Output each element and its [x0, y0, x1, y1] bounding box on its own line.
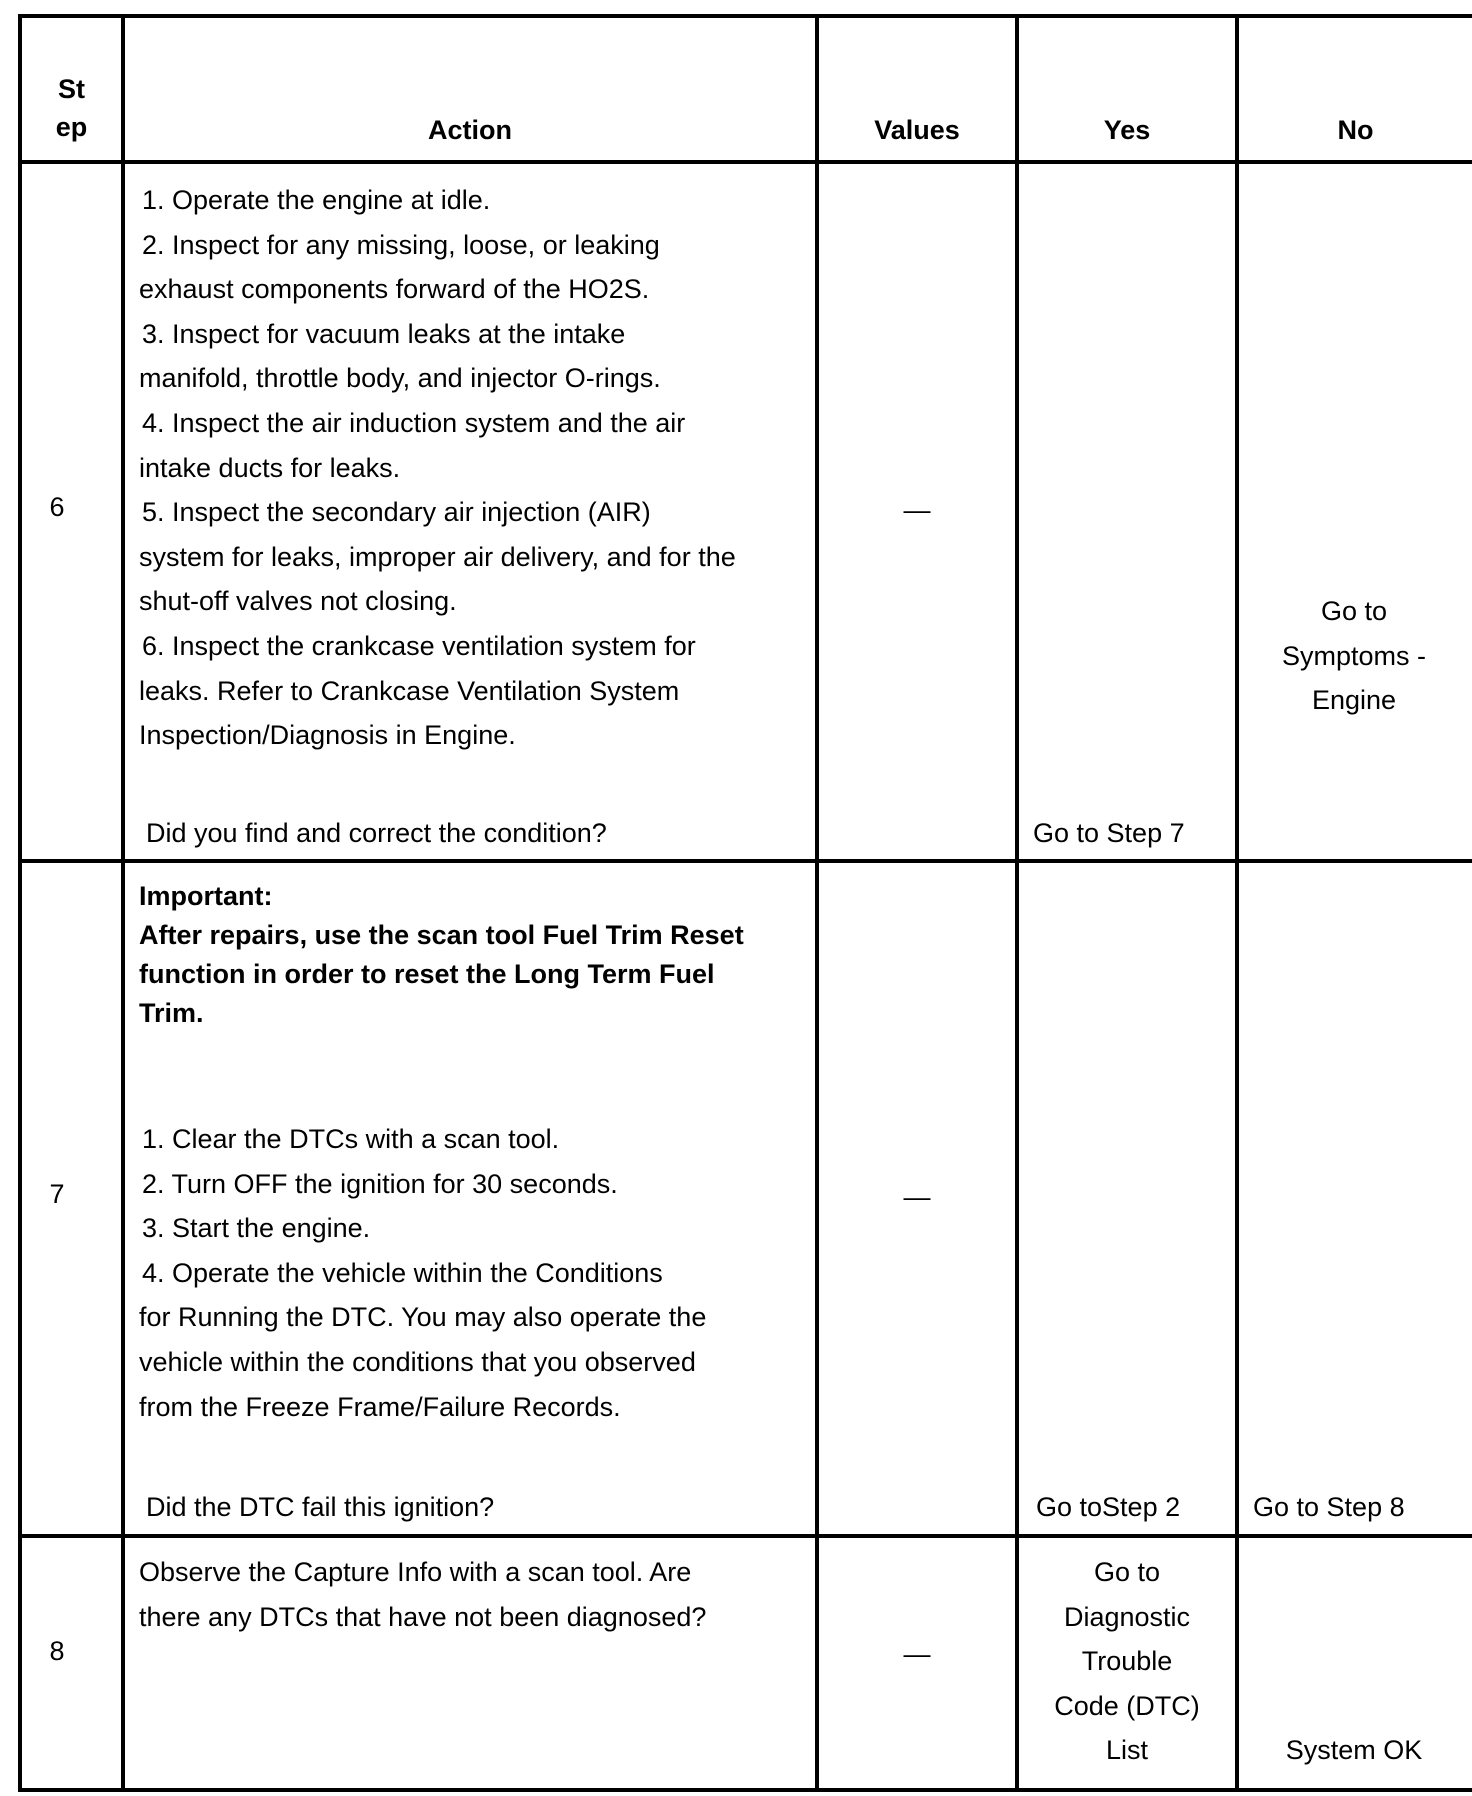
header-action: Action	[428, 115, 512, 145]
column-divider	[1015, 14, 1019, 1792]
row-divider	[18, 1534, 1472, 1538]
column-divider	[815, 14, 819, 1792]
no-action-line: Engine	[1311, 685, 1397, 716]
step-number: 6	[49, 492, 65, 522]
action-line: 3. Inspect for vacuum leaks at the intake	[142, 318, 626, 349]
yes-action-line: List	[1105, 1735, 1149, 1766]
important-line: After repairs, use the scan tool Fuel Trim Reset	[139, 920, 744, 950]
important-line: function in order to reset the Long Term Fuel	[139, 959, 715, 989]
yes-action	[1019, 1550, 1235, 1773]
action-line: for Running the DTC. You may also operate the	[139, 1302, 707, 1333]
important-note	[139, 877, 809, 1033]
action-line: 4. Operate the vehicle within the Conditions	[142, 1257, 663, 1288]
values-dash: —	[903, 495, 931, 525]
action-line: 6. Inspect the crankcase ventilation system for	[142, 630, 696, 661]
header-no: No	[1337, 115, 1374, 145]
header-step	[22, 70, 121, 146]
yes-action-line: Diagnostic	[1063, 1601, 1191, 1632]
action-line: shut-off valves not closing.	[139, 586, 457, 617]
no-action-line: Go to	[1320, 596, 1388, 626]
header-step-line1: St	[58, 74, 85, 104]
header-divider	[18, 160, 1472, 164]
action-line: manifold, throttle body, and injector O-rings.	[139, 363, 661, 394]
action-line: Observe the Capture Info with a scan tool. Are	[139, 1557, 692, 1587]
yes-action-line: Go to	[1093, 1557, 1161, 1587]
action-question: Did the DTC fail this ignition?	[146, 1492, 495, 1522]
no-action	[1239, 589, 1469, 723]
table-border-top	[18, 14, 1472, 18]
step-number: 7	[49, 1179, 65, 1209]
table-border-bottom	[18, 1788, 1472, 1792]
yes-action: Go toStep 2	[1036, 1492, 1181, 1522]
action-steps	[139, 178, 809, 758]
action-line: 2. Inspect for any missing, loose, or leaking	[142, 229, 660, 260]
diagnostic-table	[18, 14, 1472, 1792]
important-line: Trim.	[139, 998, 204, 1028]
action-line: 2. Turn OFF the ignition for 30 seconds.	[142, 1168, 618, 1199]
action-line: system for leaks, improper air delivery, and for the	[139, 541, 736, 572]
yes-action-line: Trouble	[1081, 1646, 1173, 1677]
values-dash: —	[903, 1182, 931, 1212]
values-dash: —	[903, 1639, 931, 1669]
action-line: 4. Inspect the air induction system and the air	[142, 407, 686, 438]
header-step-line2: ep	[55, 112, 88, 142]
header-yes: Yes	[1103, 115, 1151, 145]
action-line: 1. Operate the engine at idle.	[142, 185, 491, 215]
action-steps	[139, 1550, 809, 1639]
action-line: from the Freeze Frame/Failure Records.	[139, 1391, 621, 1422]
action-line: intake ducts for leaks.	[139, 452, 401, 483]
header-values: Values	[874, 115, 960, 145]
column-divider	[121, 14, 125, 1792]
action-line: leaks. Refer to Crankcase Ventilation System	[139, 675, 680, 706]
important-label: Important:	[139, 881, 273, 911]
row-divider	[18, 859, 1472, 863]
table-border-left	[18, 14, 22, 1792]
no-action-line: Symptoms -	[1281, 640, 1427, 671]
action-line: 3. Start the engine.	[142, 1213, 371, 1244]
action-line: 1. Clear the DTCs with a scan tool.	[142, 1124, 560, 1154]
action-question: Did you find and correct the condition?	[146, 818, 607, 848]
action-line: Inspection/Diagnosis in Engine.	[139, 720, 516, 751]
yes-action: Go to Step 7	[1033, 818, 1185, 848]
action-line: 5. Inspect the secondary air injection (AIR)	[142, 497, 651, 528]
no-action: System OK	[1285, 1735, 1423, 1765]
no-action: Go to Step 8	[1253, 1492, 1405, 1522]
action-line: there any DTCs that have not been diagnosed?	[139, 1601, 707, 1632]
yes-action-line: Code (DTC)	[1054, 1690, 1200, 1721]
action-line: vehicle within the conditions that you observed	[139, 1346, 696, 1377]
action-line: exhaust components forward of the HO2S.	[139, 274, 650, 305]
step-number: 8	[49, 1636, 65, 1666]
action-steps	[139, 1117, 809, 1429]
